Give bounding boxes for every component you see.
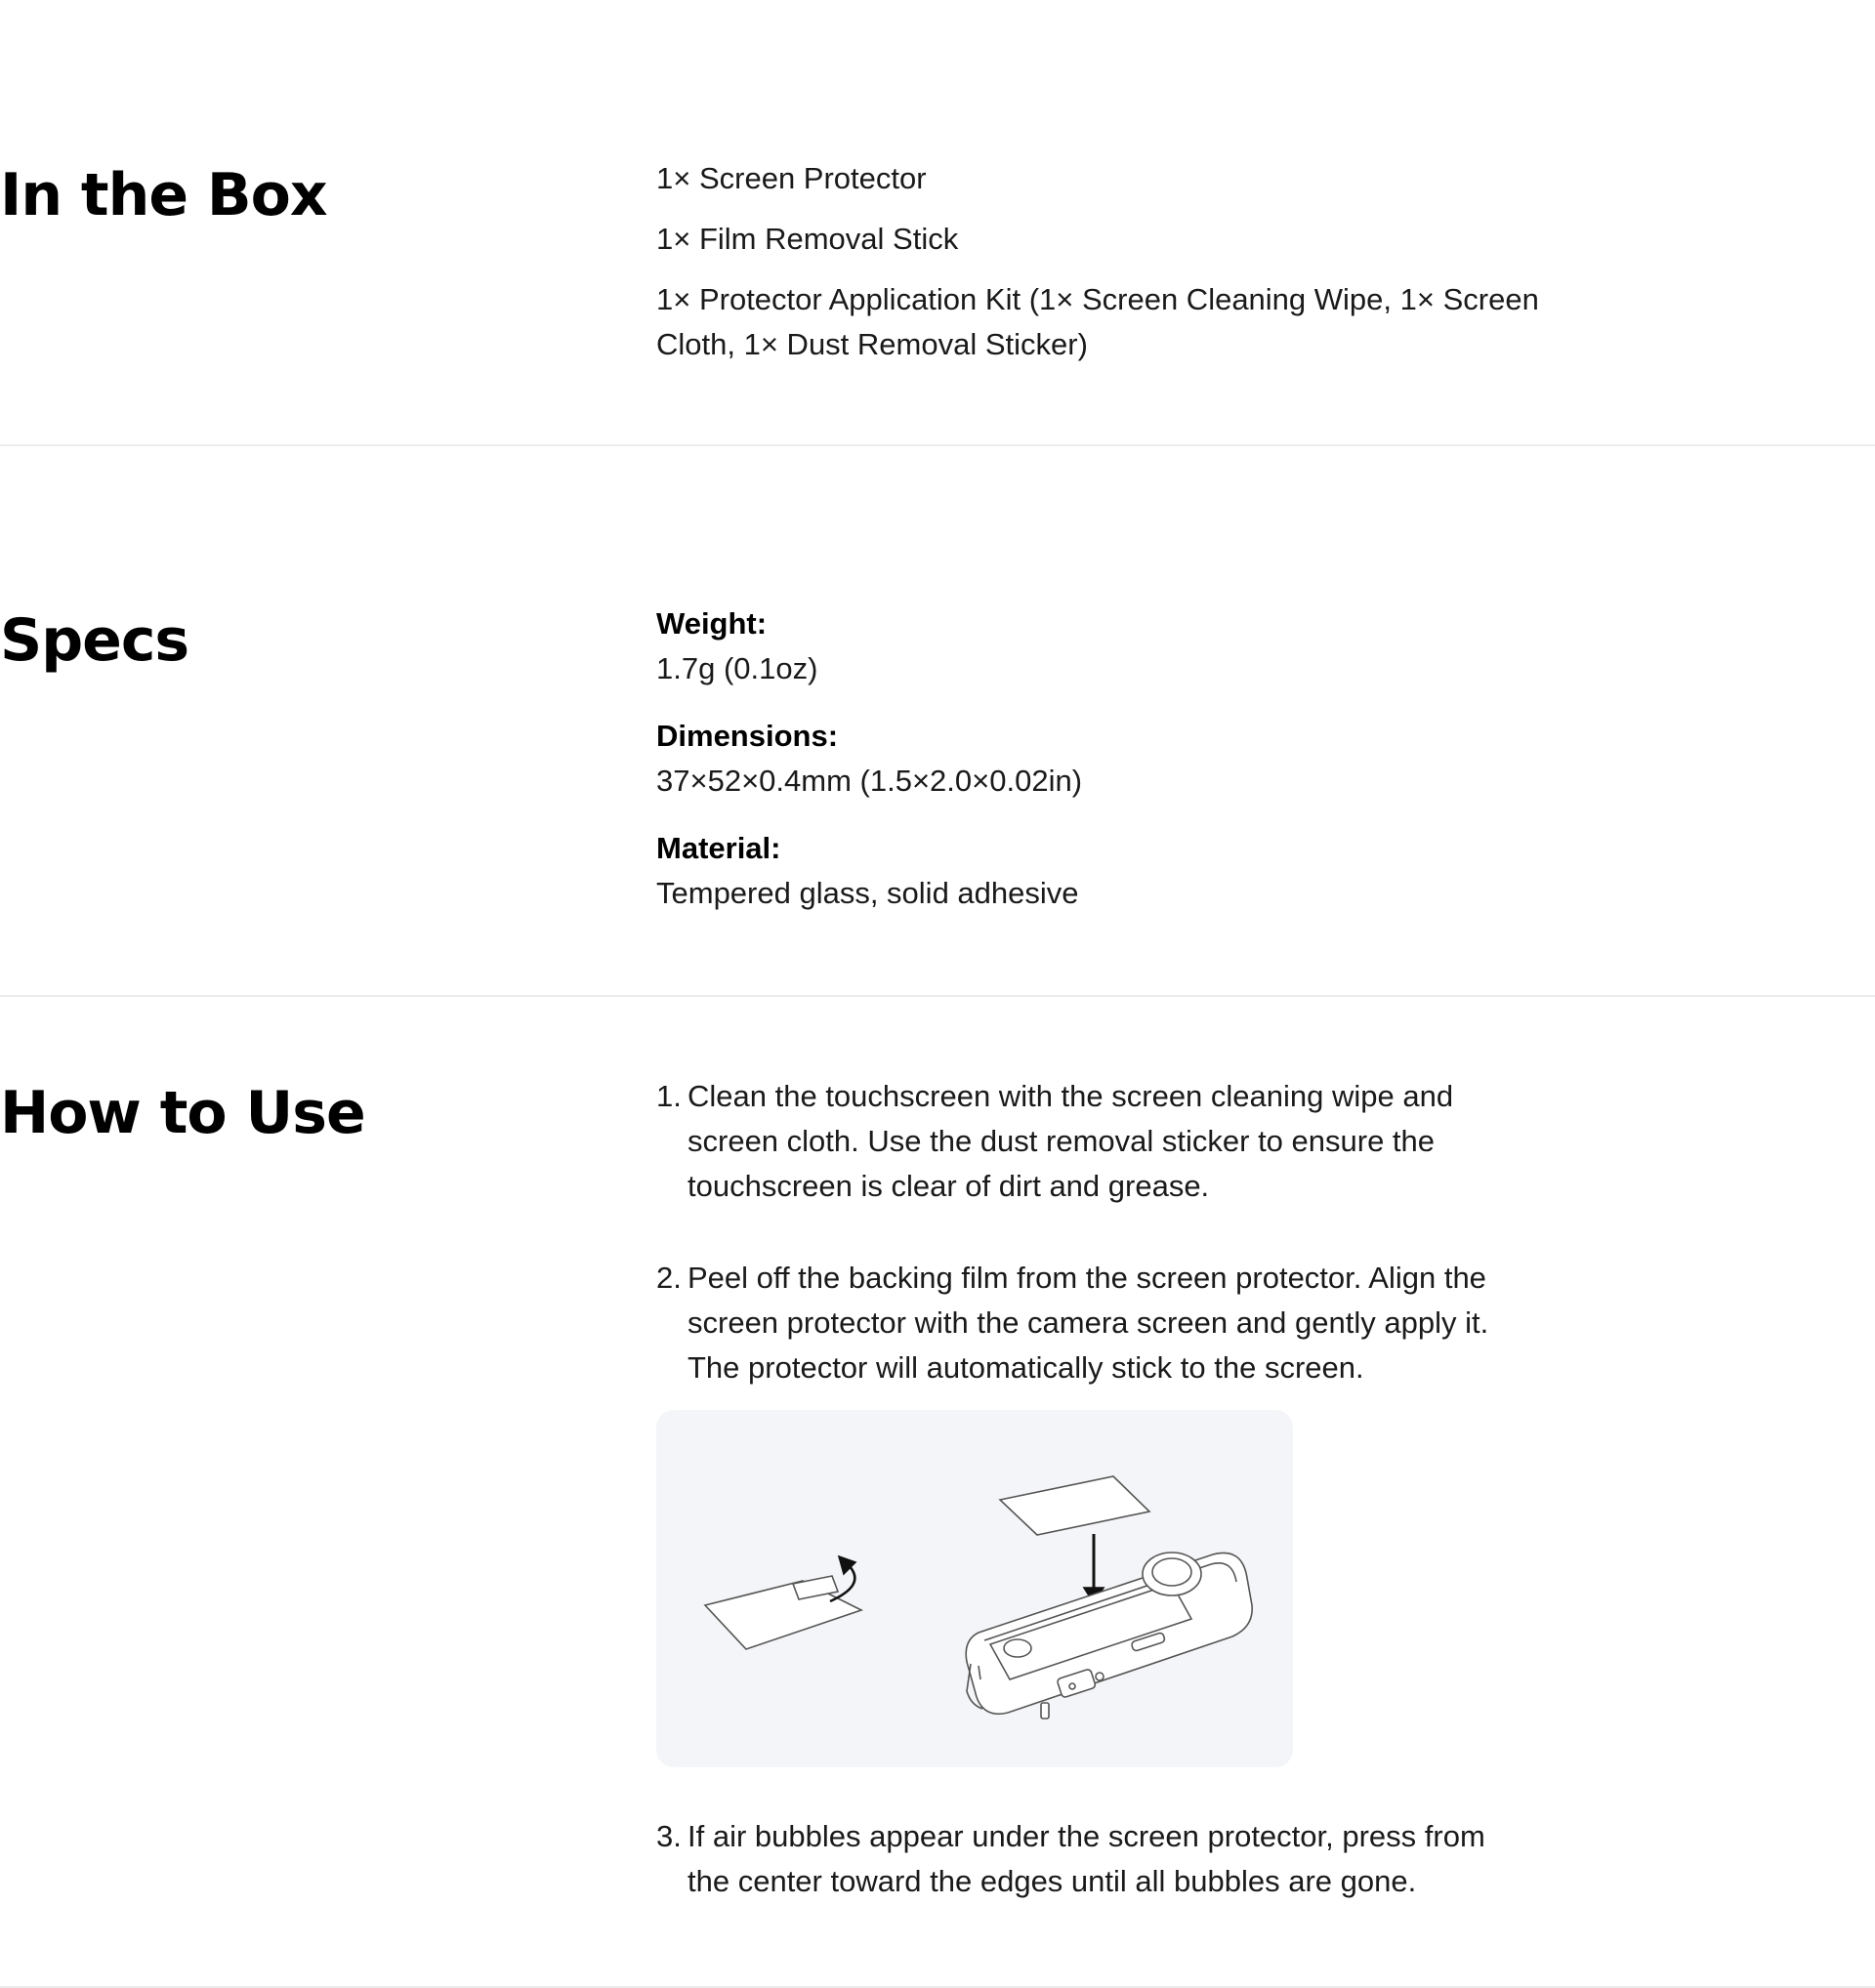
step-item: [656, 1074, 1535, 1209]
in-the-box-list: [656, 156, 1574, 383]
step-text: If air bubbles appear under the screen protector, press from the center toward the edges until all bubbles are gone.: [688, 1819, 1485, 1898]
peel-film-icon: [705, 1556, 861, 1649]
spec-weight: [656, 601, 1574, 691]
step-number: 2.: [656, 1261, 682, 1295]
in-the-box-heading: In the Box: [0, 161, 327, 229]
spec-label: Weight:: [656, 606, 768, 641]
step-number: 3.: [656, 1819, 682, 1853]
camera-apply-protector-icon: [966, 1476, 1252, 1719]
steps-list: [656, 1074, 1535, 1904]
step-item: [656, 1256, 1535, 1390]
step-text: Clean the touchscreen with the screen cleaning wipe and screen cloth. Use the dust removal sticker to ensure the touchscreen is clear of dirt and grease.: [688, 1079, 1454, 1203]
step-text: Peel off the backing film from the screen protector. Align the screen protector with the camera screen and gently apply it. The protector will automatically stick to the screen.: [688, 1261, 1489, 1385]
spec-value: Tempered glass, solid adhesive: [656, 876, 1079, 910]
how-to-use-heading: How to Use: [0, 1079, 365, 1147]
specs-section: [0, 445, 1875, 996]
in-the-box-section: [0, 0, 1875, 445]
specs-list: [656, 601, 1574, 938]
spec-value: 37×52×0.4mm (1.5×2.0×0.02in): [656, 764, 1083, 798]
box-item-film-removal-stick: 1× Film Removal Stick: [656, 222, 959, 256]
spec-label: Material:: [656, 831, 781, 865]
how-to-use-steps: [656, 1074, 1535, 1951]
box-item-application-kit: 1× Protector Application Kit (1× Screen Cleaning Wipe, 1× Screen Cloth, 1× Dust Removal Sticker): [656, 282, 1539, 361]
spec-value: 1.7g (0.1oz): [656, 651, 818, 685]
spec-dimensions: [656, 714, 1574, 804]
step-number: 1.: [656, 1079, 682, 1113]
how-to-use-section: [0, 996, 1875, 1988]
step-item: [656, 1814, 1535, 1904]
spec-material: [656, 826, 1574, 916]
specs-heading: Specs: [0, 606, 189, 675]
application-illustration: [656, 1410, 1293, 1767]
illustration-graphic: [656, 1410, 1293, 1767]
box-item-screen-protector: 1× Screen Protector: [656, 161, 927, 195]
spec-label: Dimensions:: [656, 719, 839, 753]
